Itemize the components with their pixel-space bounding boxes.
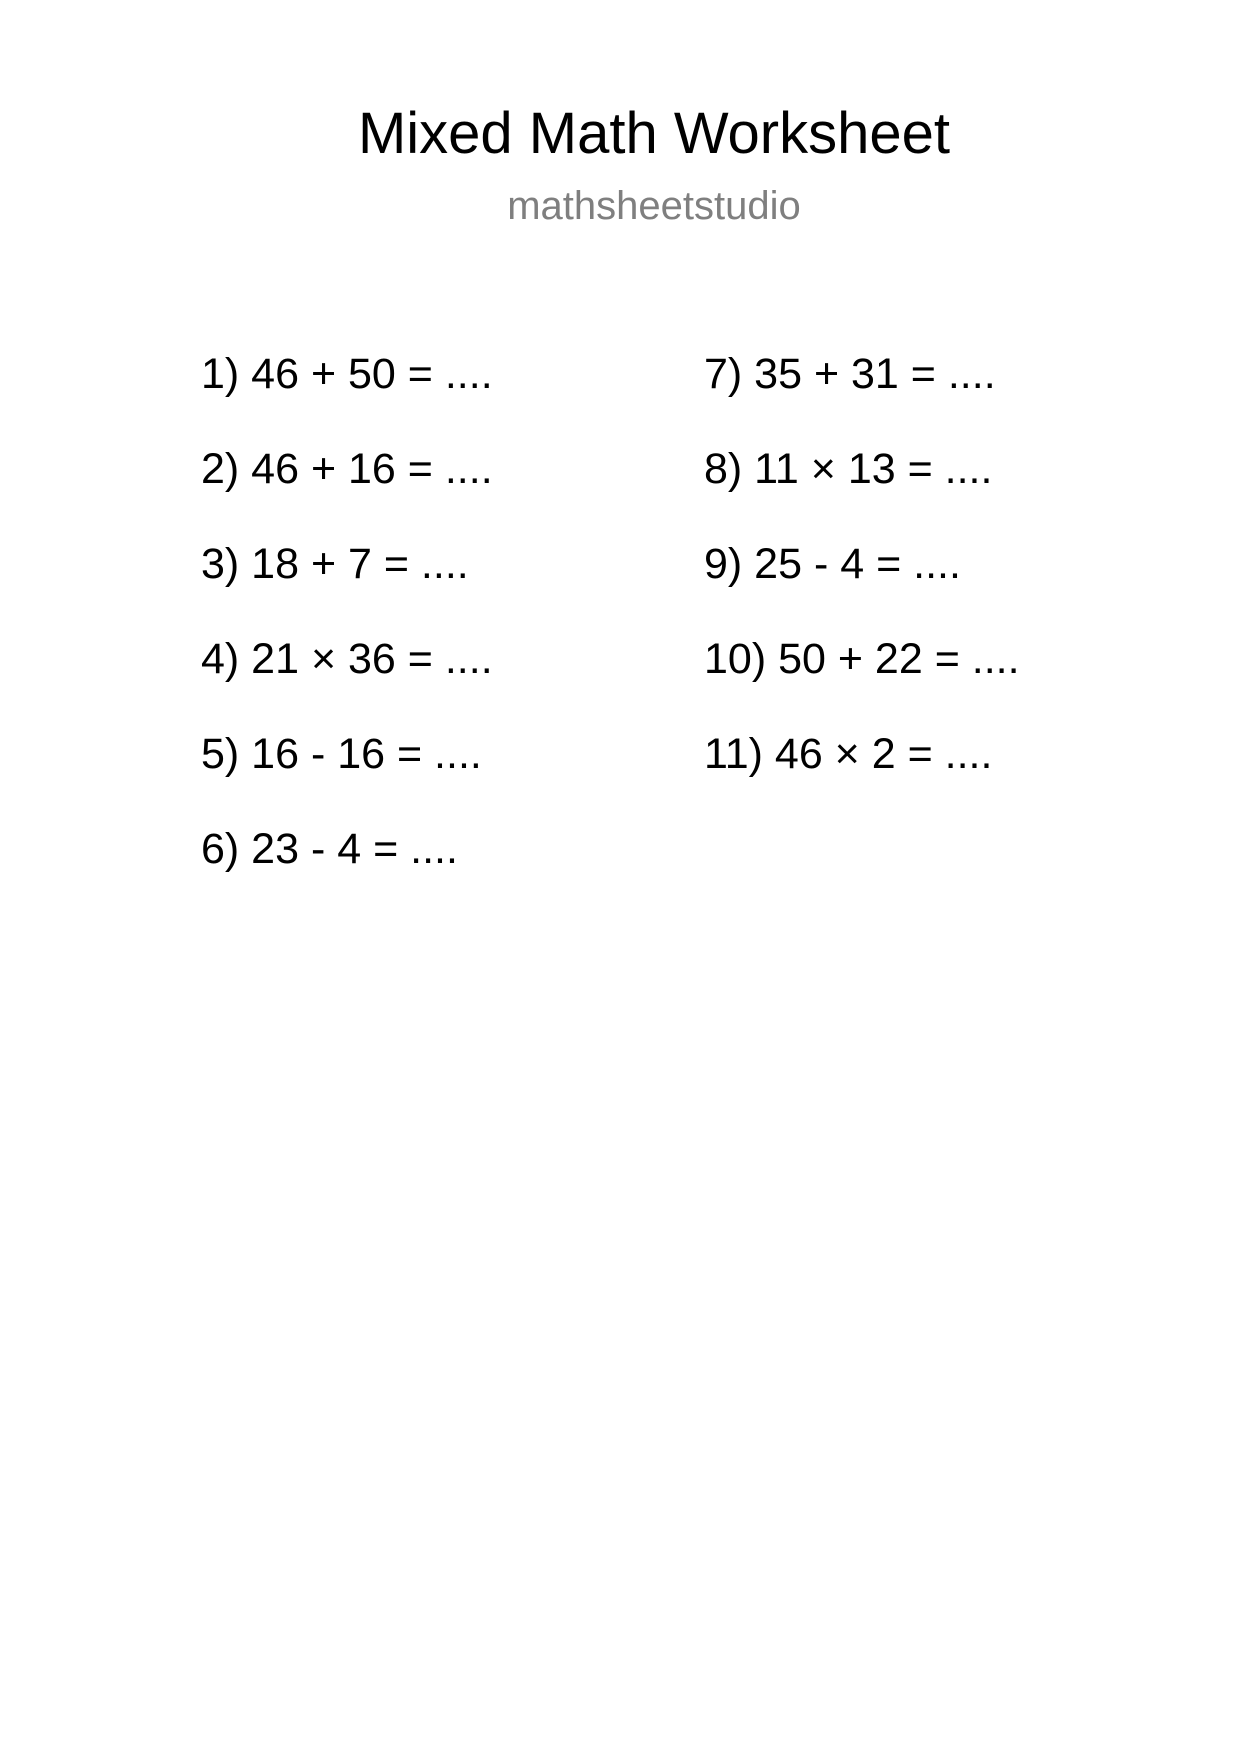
problems-right-column	[704, 348, 1184, 823]
problem-1: 1) 46 + 50 = ....	[201, 350, 493, 398]
worksheet-title: Mixed Math Worksheet	[357, 101, 951, 166]
problem-6: 6) 23 - 4 = ....	[201, 825, 458, 873]
problem-2: 2) 46 + 16 = ....	[201, 445, 493, 493]
problem-5: 5) 16 - 16 = ....	[201, 730, 482, 778]
problems-left-column	[201, 348, 681, 918]
problem-11: 11) 46 × 2 = ....	[704, 730, 993, 778]
worksheet-subtitle: mathsheetstudio	[507, 184, 801, 228]
problem-8: 8) 11 × 13 = ....	[704, 445, 993, 493]
problem-10: 10) 50 + 22 = ....	[704, 635, 1020, 683]
problem-9: 9) 25 - 4 = ....	[704, 540, 961, 588]
problem-7: 7) 35 + 31 = ....	[704, 350, 996, 398]
problem-3: 3) 18 + 7 = ....	[201, 540, 469, 588]
problem-4: 4) 21 × 36 = ....	[201, 635, 493, 683]
